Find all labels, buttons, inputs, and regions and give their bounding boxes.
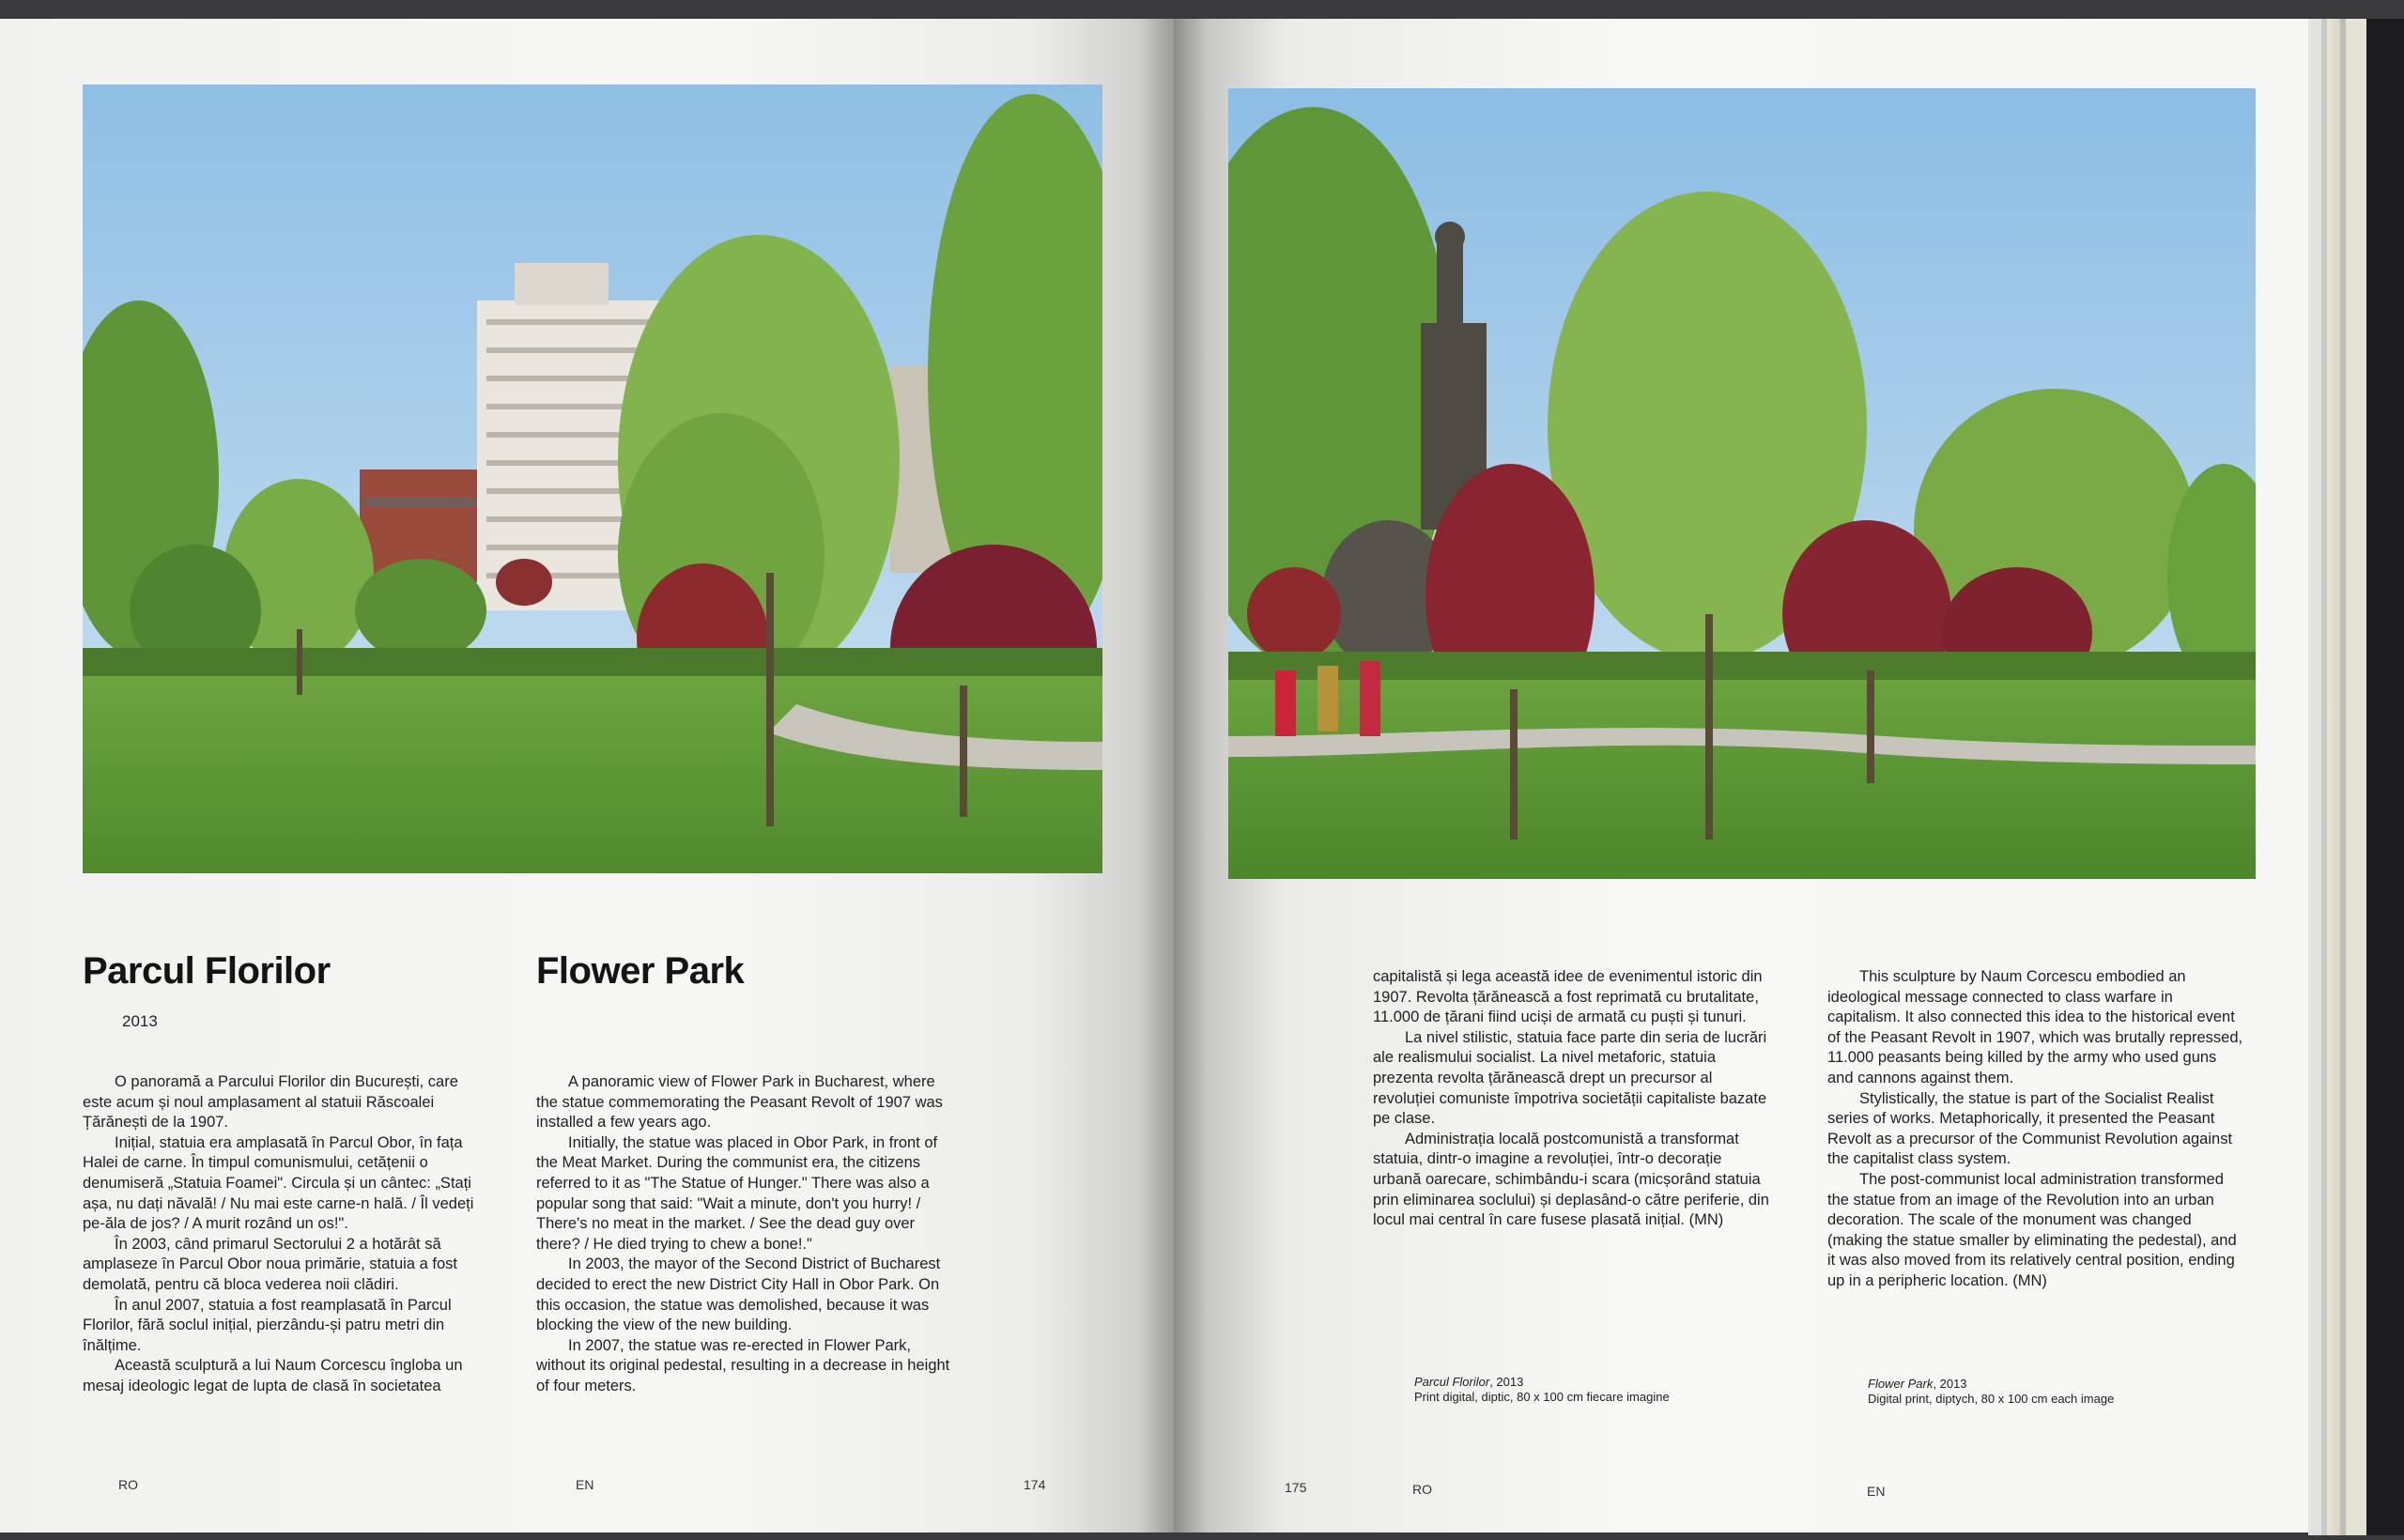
paragraph-ro-1: O panoramă a Parcului Florilor din București, care este acum și noul amplasament al statuii Răscoalei Țărănești de la 1907. <box>83 1073 458 1132</box>
photo-flower-park-right <box>1228 88 2256 879</box>
caption-ro-line-2: Print digital, diptic, 80 x 100 cm fiecare imagine <box>1414 1390 1670 1404</box>
page-edge <box>2308 19 2321 1535</box>
paragraph-ro-4: În anul 2007, statuia a fost reamplasată în Parcul Florilor, fără soclul inițial, pierzându-și patru metri din înălțime. <box>83 1296 452 1354</box>
body-text-english-continued <box>1827 967 2244 1292</box>
paragraph-en-cont-2: Stylistically, the statue is part of the Socialist Realist series of works. Metaphorically, it presented the Peasant Revolt as a precursor of the Communist Revolution against the capitalist class system. <box>1827 1089 2233 1168</box>
page-number-right: 175 <box>1285 1480 1307 1495</box>
caption-en-line-1 <box>1868 1377 2225 1392</box>
paragraph-ro-cont-1: capitalistă și lega această idee de evenimentul istoric din 1907. Revolta țărănească a fost reprimată cu brutalitate, 11.000 de țărani fiind uciși de armată cu puști și tunuri. <box>1373 968 1763 1026</box>
language-label-en-right: EN <box>1867 1484 1886 1499</box>
caption-en-line-2: Digital print, diptych, 80 x 100 cm each image <box>1868 1392 2115 1406</box>
heading-english: Flower Park <box>536 950 745 992</box>
body-text-english <box>536 1072 953 1397</box>
scan-background-right <box>2366 19 2404 1535</box>
page-number-left: 174 <box>1024 1477 1046 1492</box>
scan-background-top <box>0 0 2404 21</box>
page-edge <box>2327 19 2340 1535</box>
park-panorama-left-image <box>83 85 1102 873</box>
left-page <box>0 19 1174 1532</box>
paragraph-ro-2: Inițial, statuia era amplasată în Parcul Obor, în fața Halei de carne. În timpul comunismului, cetățenii o denumiseră „Statuia Foamei". Circula și un cântec: „Stați așa, nu dați năvală! / Nu mai este carne-n hală. / Îl vedeți pe-ăla de jos? / A murit rozând un os!". <box>83 1133 474 1233</box>
caption-ro-year: , 2013 <box>1489 1375 1524 1389</box>
paragraph-en-1: A panoramic view of Flower Park in Bucharest, where the statue commemorating the Peasant Revolt of 1907 was installed a few years ago. <box>536 1073 943 1132</box>
paragraph-ro-5: Această sculptură a lui Naum Corcescu îngloba un mesaj ideologic legat de lupta de clasă în societatea <box>83 1357 463 1394</box>
caption-english <box>1868 1377 2225 1407</box>
caption-romanian <box>1414 1375 1771 1405</box>
language-label-ro: RO <box>118 1477 138 1492</box>
park-statue-right-image <box>1228 88 2256 879</box>
paragraph-en-3: In 2003, the mayor of the Second District of Bucharest decided to erect the new District City Hall in Obor Park. On this occasion, the statue was demolished, because it was blocking the view of the new building. <box>536 1255 941 1334</box>
body-text-romanian-continued <box>1373 967 1771 1231</box>
language-label-en: EN <box>576 1477 594 1492</box>
paragraph-en-2: Initially, the statue was placed in Obor Park, in front of the Meat Market. During the communist era, the citizens referred to it as "The Statue of Hunger." There was also a popular song that said: "Wait a minute, don't you hurry! / There's no meat in the market. / See the dead guy over there? / He died trying to chew a bone!." <box>536 1133 938 1253</box>
paragraph-ro-3: În 2003, când primarul Sectorului 2 a hotărât să amplaseze în Parcul Obor noua primărie, statuia a fost demolată, pentru că bloca vederea noii clădiri. <box>83 1235 457 1293</box>
caption-ro-title: Parcul Florilor <box>1414 1375 1490 1389</box>
right-page <box>1174 19 2308 1532</box>
paragraph-en-cont-3: The post-communist local administration transformed the statue from an image of the Revolution into an urban decoration. The scale of the monument was changed (making the statue smaller by eliminating the pedestal), and it was also moved from its relatively central position, ending up in a peripheric location. (MN) <box>1827 1170 2237 1289</box>
heading-romanian: Parcul Florilor <box>83 950 331 992</box>
language-label-ro-right: RO <box>1412 1482 1432 1497</box>
page-edge <box>2346 19 2366 1535</box>
paragraph-en-cont-1: This sculpture by Naum Corcescu embodied an ideological message connected to class warfare in capitalism. It also connected this idea to the historical event of the Peasant Revolt in 1907, which was brutally repressed, 11.000 peasants being killed by the army who used guns and cannons against them. <box>1827 968 2243 1086</box>
caption-en-year: , 2013 <box>1933 1377 1967 1391</box>
paragraph-en-4: In 2007, the statue was re-erected in Flower Park, without its original pedestal, resulting in a decrease in height of four meters. <box>536 1336 950 1394</box>
caption-ro-line-1 <box>1414 1375 1771 1390</box>
year-label: 2013 <box>122 1012 158 1030</box>
paragraph-ro-cont-3: Administrația locală postcomunistă a transformat statuia, dintr-o imagine a revoluției, într-o decorație urbană oarecare, schimbându-i scara (micșorând statuia prin eliminarea soclului) și deplasând-o către periferie, din locul mai central în care fusese plasată inițial. (MN) <box>1373 1130 1769 1229</box>
body-text-romanian <box>83 1072 488 1397</box>
paragraph-ro-cont-2: La nivel stilistic, statuia face parte din seria de lucrări ale realismului socialist. La nivel metaforic, statuia prezenta revolta țărănească drept un precursor al revoluției comuniste împotriva societății capitaliste bazate pe clase. <box>1373 1028 1767 1128</box>
photo-flower-park-left <box>83 85 1102 873</box>
caption-en-title: Flower Park <box>1868 1377 1934 1391</box>
